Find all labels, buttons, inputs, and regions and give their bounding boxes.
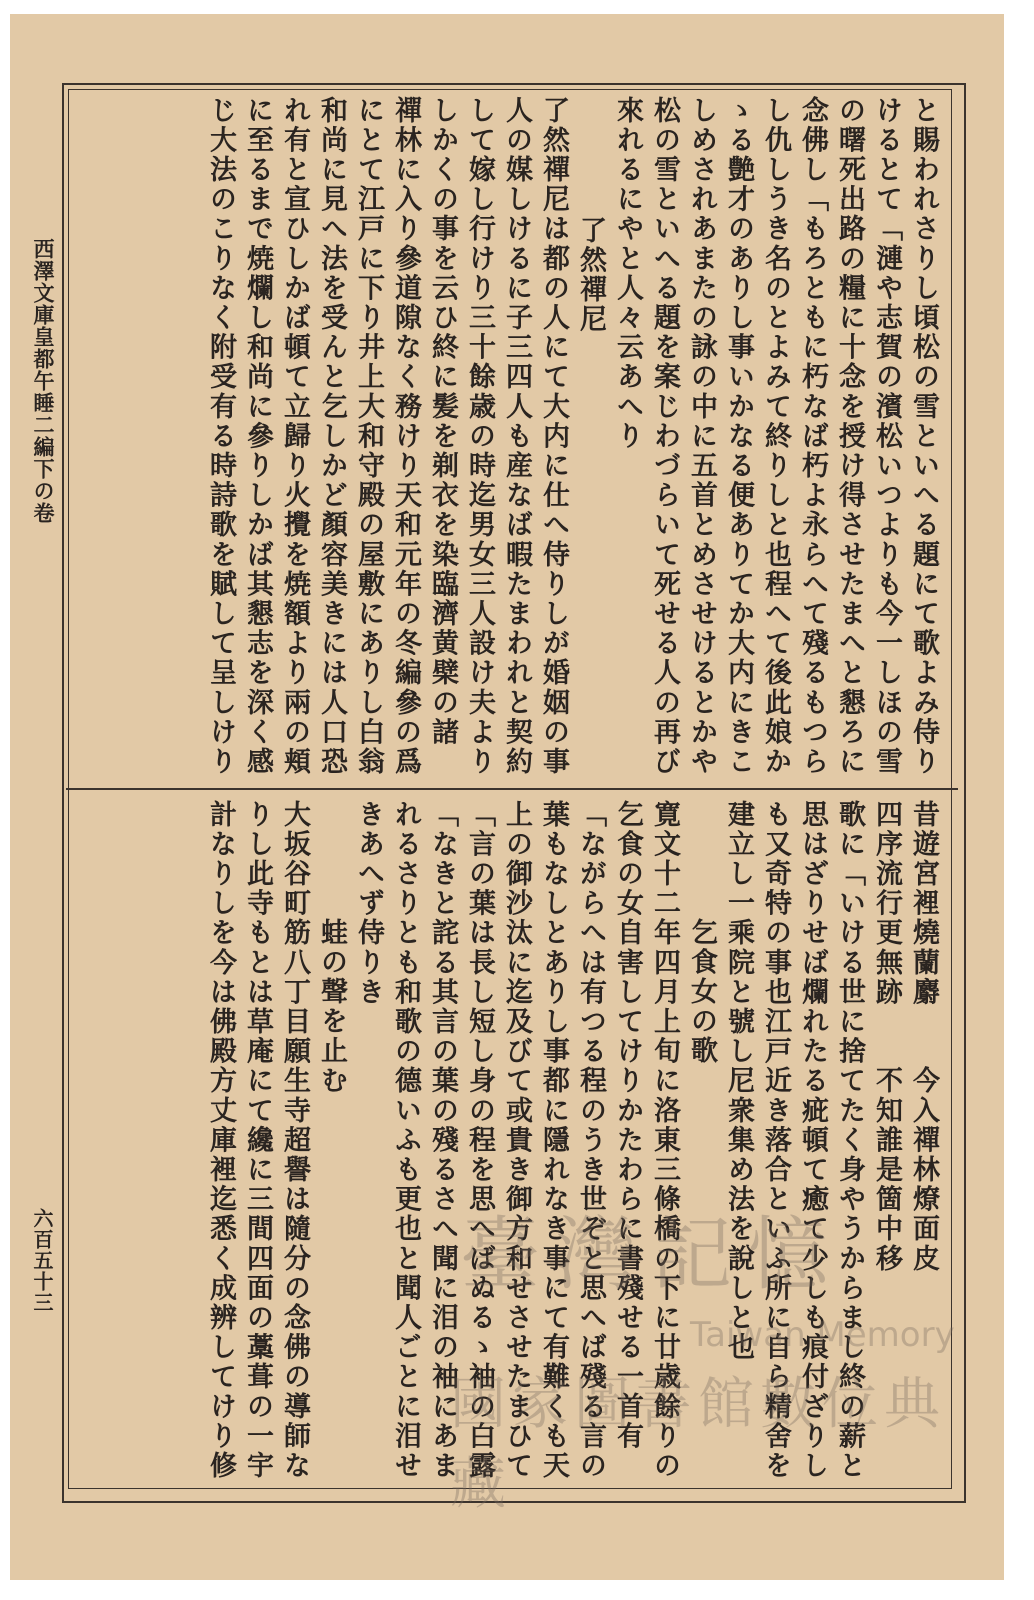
lower-column: 建立し一乘院と號し尼衆集め法を說しと也 <box>723 800 754 1363</box>
upper-column: 禪林に入り參道隙なく務けり天和元年の冬編參の爲 <box>390 96 421 777</box>
section-heading: 蛙の聲を止む <box>316 918 347 1096</box>
upper-column: しかくの事を云ひ終に髪を剃衣を染臨濟黄檗の諸 <box>427 96 458 748</box>
lower-column: 「言の葉は長し短し身の程を思へばぬるゝ袖の白露 <box>464 800 495 1481</box>
lower-column: 上の御沙汰に迄及びて或貴き御方和せさせたまひて <box>501 800 532 1481</box>
lower-column: きあへず侍りき <box>353 800 384 1008</box>
upper-column: して嫁し行けり三十餘歳の時迄男女三人設け夫より <box>464 96 495 777</box>
upper-column: し仇しうき名のとよみて終りしと也程へて後此娘か <box>760 96 791 777</box>
upper-column: れ有と宣ひしかば頓て立歸り火攪を焼額より兩の頬 <box>279 96 310 777</box>
page-number: 六百五十三 <box>30 1208 54 1313</box>
upper-column: の曙死出路の糧に十念を授け得させたまへと懇ろに <box>834 96 865 777</box>
lower-column: 大坂谷町筋八丁目願生寺超譽は隨分の念佛の導師な <box>279 800 310 1481</box>
lower-column: 計なりしを今は佛殿方丈庫裡迄悉く成辨してけり修 <box>205 800 236 1481</box>
section-heading: 了然禪尼 <box>575 216 606 335</box>
upper-column: ゝる艶才のありし事いかなる便ありてか大内にきこ <box>723 96 754 777</box>
library-watermark <box>440 1190 960 1517</box>
upper-column: じ大法のこりなく附受有る時詩歌を賦して呈しけり <box>205 96 236 777</box>
lower-column: れるさりとも和歌の德いふも更也と聞人ごとに泪せ <box>390 800 421 1481</box>
watermark-title: 臺灣記憶 <box>460 1208 844 1301</box>
lower-column: 歌に「いける世に捨てたく身やうからまし終の薪と <box>834 800 865 1481</box>
lower-column: 「ながらへは有つる程のうき世ぞと思へば殘る言の <box>575 800 606 1481</box>
lower-column: 思はざりせば爛れたる疵頓て癒て少しも痕付ざりし <box>797 800 828 1481</box>
lower-column: も又奇特の事也江戸近き落合といふ所に自ら精舍を <box>760 800 791 1481</box>
upper-column: 和尚に見へ法を受んと乞しかど顏容美きには人口恐 <box>316 96 347 777</box>
running-head: 西澤文庫皇都午睡二編下の卷 <box>31 238 56 524</box>
lower-column: 葉もなしとありし事都に隱れなき事にて有難くも天 <box>538 800 569 1481</box>
upper-column: に至るまで焼爛し和尚に參りしかば其懇志を深く感 <box>242 96 273 777</box>
upper-column: 松の雪といへる題を案じわづらいて死せる人の再び <box>649 96 680 777</box>
watermark-library: 國家圖書館數位典藏 <box>450 1372 946 1517</box>
upper-column: 念佛し「もろともに朽なば朽よ永らへて殘るもつら <box>797 96 828 777</box>
upper-column: しめされあまたの詠の中に五首とめさせけるとかや <box>686 96 717 777</box>
upper-column: 來れるにやと人々云あへり <box>612 96 643 452</box>
lower-column: 「なきと詫る其言の葉の殘るさへ聞に泪の袖にあま <box>427 800 458 1481</box>
lower-column: 寛文十二年四月上旬に洛東三條橋の下に廿歳餘りの <box>649 800 680 1481</box>
watermark-subtitle: Taiwan Memory <box>690 1315 955 1355</box>
section-divider <box>66 788 958 790</box>
upper-column: 人の媒しけるに子三四人も産なば暇たまわれと契約 <box>501 96 532 777</box>
poem-line: 昔遊宮裡燒蘭麝 今入禪林燎面皮 <box>908 800 939 1274</box>
lower-column: りし此寺もとは草庵にて纔に三間四面の藁葺の一宇 <box>242 800 273 1481</box>
poem-line: 四序流行更無跡 不知誰是箇中移 <box>871 800 902 1274</box>
upper-column: けるとて「漣や志賀の濱松いつよりも今一しほの雪 <box>871 96 902 777</box>
upper-column: と賜われさりし頃松の雪といへる題にて歌よみ侍り <box>908 96 939 777</box>
upper-column: にとて江戸に下り井上大和守殿の屋敷にありし白翁 <box>353 96 384 777</box>
section-heading: 乞食女の歌 <box>686 918 717 1066</box>
upper-column: 了然禪尼は都の人にて大内に仕へ侍りしが婚姻の事 <box>538 96 569 777</box>
lower-column: 乞食の女自害してけりかたわらに書殘せる一首有 <box>612 800 643 1452</box>
